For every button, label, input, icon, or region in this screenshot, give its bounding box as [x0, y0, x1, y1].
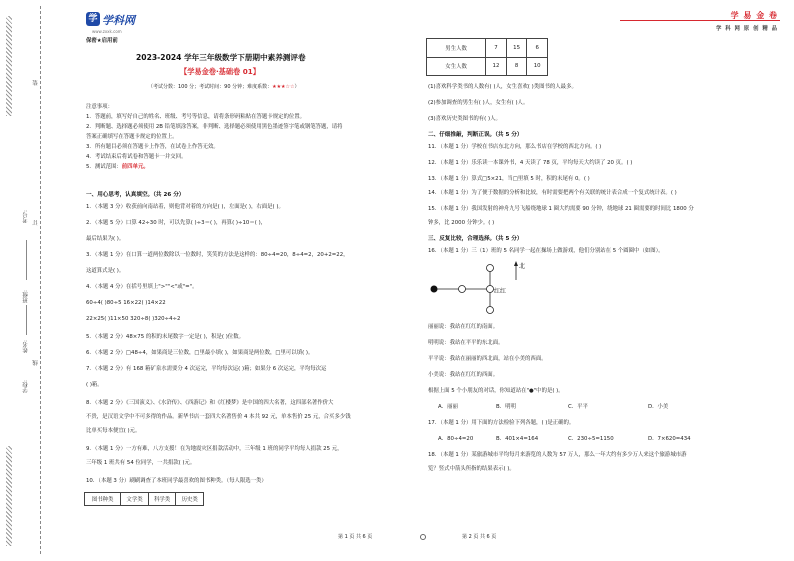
exam-meta [148, 84, 300, 91]
question-line: 9．（本题 1 分）一方有难，八方支援！在为地震灾区捐款活动中，三年级 1 班的同学平均每人捐款 25 元， [86, 446, 343, 452]
notice-item: 2．判断题、选择题必须使用 2B 铅笔填涂答案，非判断、选择题必须使用黑色墨迹签字笔或钢笔答题，请将 [86, 124, 343, 130]
q10-part: (1)喜欢科学类书的人数有( )人，女生喜欢( )类图书的人最多。 [428, 84, 577, 90]
meta-end: ） [294, 84, 300, 90]
table-cell: 8 [506, 57, 527, 76]
north-arrow-icon [514, 261, 518, 266]
question-line: 3．（本题 1 分）在口算一道两位数除以一位数时，笑笑的方法是这样的：80÷4=20，8÷4=2，20+2=22， [86, 252, 349, 258]
class-label: 班级: [23, 290, 29, 303]
difficulty-stars: ★★★☆☆ [272, 84, 295, 90]
table-cell: 科学类 [148, 493, 176, 506]
logo-text: 学科网 [102, 14, 135, 27]
section3-heading: 三、反复比较，合理选择。（共 5 分） [428, 236, 523, 242]
q17-text: 17．（本题 1 分）用下面的方法检验下列各题，( )是正确的。 [428, 420, 575, 426]
position-circle [487, 286, 494, 293]
notice-item: 4．考试结束后将试卷和答题卡一并交回。 [86, 154, 187, 160]
seal-char-2: 订 [33, 220, 39, 226]
name-label: 姓名: [23, 340, 29, 353]
notice-item: 3．所有题目必须在答题卡上作答，在试卷上作答无效。 [86, 144, 219, 150]
option-b: B．明明 [496, 404, 516, 410]
school-label: 学校: [23, 380, 29, 393]
table-cell: 历史类 [176, 493, 204, 506]
judge-line: 11．（本题 1 分）学校在书店东北方向，那么书店在学校的西北方向。( ) [428, 144, 602, 150]
logo-url: www.zxxk.com [92, 29, 122, 34]
brand-subtitle: 学 科 网 原 创 精 品 [716, 26, 778, 32]
q10-part: (2)参加调查的男生有( )人，女生有( )人。 [428, 100, 529, 106]
judge-line: 钟多，比 2000 分钟少。( ) [428, 220, 495, 226]
notice-item: 答案正确填写在答题卡规定的位置上。 [86, 134, 178, 140]
brand-title: 学 易 金 卷 [730, 11, 778, 20]
q16-text: 16．（本题 1 分）三（1）班的 5 名同学一起在操场上做游戏，他们分别站在 5 个圆圈中（如图）。 [428, 248, 664, 254]
table-cell: 15 [506, 39, 527, 58]
notice-item: 1．答题前，填写好自己的姓名、班级、考号等信息，请将条形码粘贴在答题卡规定的位置。 [86, 114, 306, 120]
judge-line: 15．（本题 1 分）我国发射的神舟九号飞船绕地球 1 圈大约需要 90 分钟，绕地球 21 圈需要的时间比 1800 分 [428, 206, 694, 212]
position-circle [459, 286, 466, 293]
question-line: 2．（本题 5 分）口算 42÷30 时，可以先算( )÷3＝( )，再算( )÷10＝( )， [86, 220, 267, 226]
table-cell: 12 [486, 57, 507, 76]
question-line: 4．（本题 4 分）在括号里填上">""<"或"="。 [86, 284, 198, 290]
q10-part: (3)喜欢历史类图书的有( )人。 [428, 116, 501, 122]
brand-line [620, 20, 780, 21]
q18-text: 18．（本题 1 分）某旅游城市平均每月来游览的人数为 57 万人，那么一年大约有多少万人来这个旅游城市游 [428, 452, 687, 458]
range-value: 前四单元。 [121, 164, 149, 170]
meta-text: （考试分数：100 分；考试时间：90 分钟；难度系数： [148, 84, 273, 90]
question-line: 7．（本题 2 分）有 168 箱矿泉水需要分 4 次运完，平均每次运( )箱；如果分 6 次运完，平均每次运 [86, 366, 327, 372]
option-c: C．230÷5=1150 [568, 436, 614, 442]
range-label: 5．测试范围： [86, 164, 122, 170]
question-line: 最后结果为( )。 [86, 236, 125, 242]
option-b: B．401×4=164 [496, 436, 539, 442]
page-divider-dot [420, 534, 426, 540]
statement: 小美说：我站在红红的西面。 [428, 372, 499, 378]
question-line: 8．（本题 2 分）《三国演义》、《水浒传》、《西游记》和《红楼梦》是中国的四大名著，这四部名著作价大 [86, 400, 334, 406]
question-line: 60÷4( )80÷5 16×22( )14×22 [86, 300, 166, 306]
table-cell: 6 [527, 39, 548, 58]
secret-mark: 保密★启用前 [86, 38, 118, 44]
option-d: D．7×620=434 [648, 436, 691, 442]
hatch-top [6, 16, 12, 116]
question-line: 5．（本题 2 分）48×75 的积的末尾数字一定是( )，积是( )位数。 [86, 334, 244, 340]
blank-line-1 [26, 240, 27, 280]
survey-table [426, 38, 548, 76]
question-line: 10．（本题 3 分）刷刷调查了本班同学最喜欢的图书种类。（每人限选一类） [86, 478, 267, 484]
position-circle [487, 265, 494, 272]
page-number-1: 第 1 页 共 6 页 [338, 534, 373, 540]
q18-text: 览？竖式中箭头所指的结果表示( )。 [428, 466, 515, 472]
table-cell: 男生人数 [427, 39, 486, 58]
table-cell: 文学类 [121, 493, 149, 506]
exam-no-label: 考号: [23, 210, 29, 223]
seal-char-3: 线 [33, 360, 39, 366]
hatch-bottom [6, 446, 12, 546]
honghong-label: 红红 [494, 288, 507, 295]
position-diagram [424, 258, 534, 320]
judge-line: 13．（本题 1 分）算式□5×21，当□里填 5 时，积的末尾有 0。( ) [428, 176, 590, 182]
page-number-2: 第 2 页 共 6 页 [462, 534, 497, 540]
exam-title: 2023-2024 学年三年级数学下册期中素养测评卷 [136, 53, 306, 62]
option-d: D．小美 [648, 404, 669, 410]
notice-heading: 注意事项： [86, 104, 113, 110]
filled-position-circle [431, 286, 438, 293]
question-line: 三年级 1 班共有 54 位同学，一共捐款( )元。 [86, 460, 196, 466]
exam-subtitle: 【学易金卷·基础卷 01】 [180, 67, 260, 76]
question-line: 22×25( )11×50 320÷8( )320÷4÷2 [86, 316, 181, 322]
section2-heading: 二、仔细推敲，判断正误。（共 5 分） [428, 132, 523, 138]
question-line: 1．（本题 3 分）收获前向南站着，则他背对着的方向是( )，左面是( )，右面是( )。 [86, 204, 284, 210]
cut-line [40, 6, 41, 554]
table-cell: 图书种类 [85, 493, 121, 506]
judge-line: 12．（本题 1 分）乐乐读一本课外书，4 天读了 78 页，平均每天大约读了 20 页。( ) [428, 160, 633, 166]
book-type-table [84, 492, 204, 506]
statement: 明明说：我站在平平的东北面。 [428, 340, 504, 346]
seal-char-1: 装 [33, 80, 39, 86]
north-label: 北 [519, 263, 526, 270]
section1-heading: 一、用心思考，认真填空。（共 26 分） [86, 192, 185, 198]
logo-icon: 学 [86, 12, 100, 26]
question-line: 不贵，是汉语文学中不可多得的作品。新华书店一套四大名著售价 4 本共 92 元，单本售价 25 元，合买多少钱 [86, 414, 351, 420]
judge-line: 14．（本题 1 分）为了便于数据的分析和比较，有时需要把两个有关联的统计表合成一个复式统计表。( ) [428, 190, 677, 196]
statement: 根据上面 5 个小朋友的对话，你知道站在"●"中的是( )。 [428, 388, 564, 394]
question-line: 6．（本题 2 分）□48÷4，如果商是三位数，□里最小填( )，如果商是两位数，□里可以填( )。 [86, 350, 314, 356]
blank-line-2 [26, 305, 27, 335]
option-c: C．平平 [568, 404, 588, 410]
table-cell: 7 [486, 39, 507, 58]
table-cell: 女生人数 [427, 57, 486, 76]
notice-item [86, 164, 149, 171]
option-a: A．80÷4=20 [438, 436, 474, 442]
table-cell: 10 [527, 57, 548, 76]
statement: 丽丽说：我站在红红的南面。 [428, 324, 499, 330]
question-line: ( )箱。 [86, 382, 103, 388]
question-line: 比单买每本便宜( )元。 [86, 428, 141, 434]
question-line: 这道算式是( )。 [86, 268, 125, 274]
position-circle [487, 307, 494, 314]
statement: 平平说：我站在丽丽的西北面，站在小美的西面。 [428, 356, 547, 362]
option-a: A．丽丽 [438, 404, 458, 410]
